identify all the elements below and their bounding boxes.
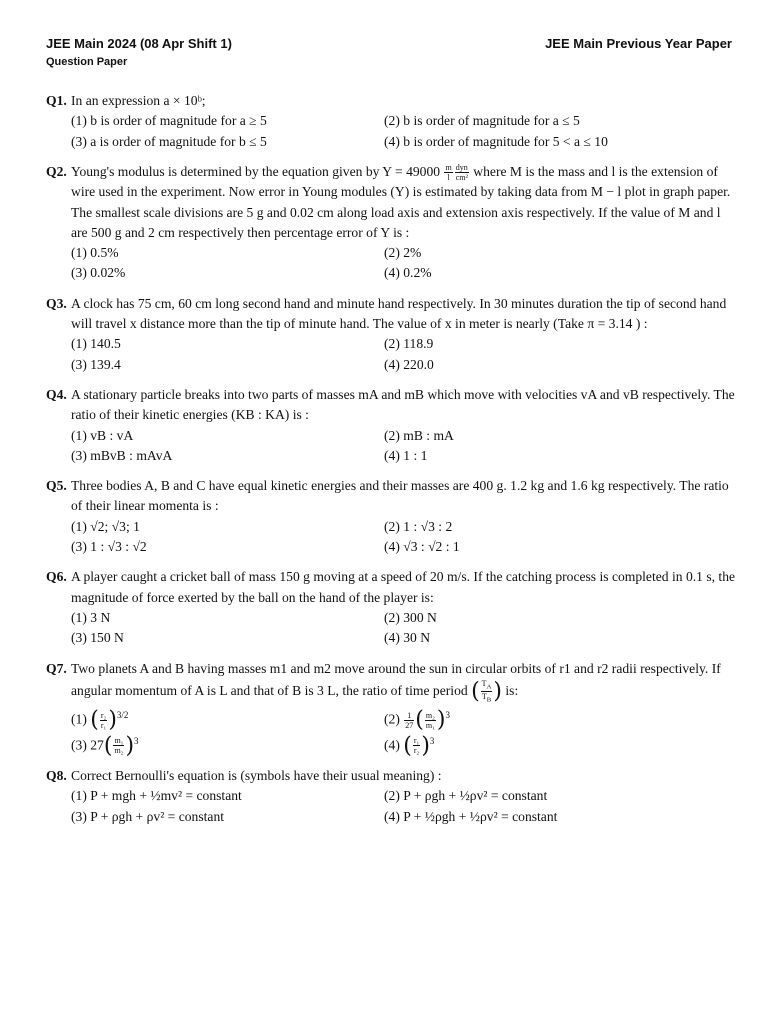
option: (2) 1 : √3 : 2 bbox=[384, 518, 453, 534]
option: (4) 30 N bbox=[384, 630, 431, 646]
option: (4) ( $\frac{\text{r₁}}{\text{r₂}}$ )$^3$ bbox=[384, 732, 435, 758]
question-4 bbox=[46, 385, 736, 466]
question-text: A clock has 75 cm, 60 cm long second hand and minute hand respectively. In 30 minutes duration the tip of second hand will travel x distance more than the tip of minute hand. The value of x in meter is nearly (Take π = 3.14 ) : bbox=[71, 295, 727, 332]
fraction-ta-over-tb: $\frac{T_A}{T_B}$ bbox=[481, 678, 492, 704]
question-number: Q5. bbox=[46, 478, 67, 494]
option: (3) a is order of magnitude for b ≤ 5 bbox=[71, 133, 267, 149]
option: (1) b is order of magnitude for a ≥ 5 bbox=[71, 113, 267, 129]
question-text-start: Two planets A and B having masses m1 and m2 move around the sun in circular orbits of r1 and r2 radii respectively. If angular momentum of A is L and that of B is 3 L, the ratio of time period bbox=[71, 660, 721, 699]
option: (3) 1 : √3 : √2 bbox=[71, 539, 147, 555]
question-number: Q4. bbox=[46, 386, 67, 402]
option: (2) b is order of magnitude for a ≤ 5 bbox=[384, 113, 580, 129]
question-text: A player caught a cricket ball of mass 150 g moving at a speed of 20 m/s. If the catching process is completed in 0.1 s, the magnitude of force exerted by the ball on the hand of the player is: bbox=[71, 569, 736, 605]
question-number: Q2. bbox=[46, 163, 67, 179]
option: (2) mB : mA bbox=[384, 427, 454, 443]
option: (2) 2% bbox=[384, 245, 422, 261]
question-number: Q6. bbox=[46, 569, 67, 585]
question-text-end: where M is the mass and l is the extension of wire used in the experiment. Now error in Young modules (Y) is estimated by taking data from M − l plot in graph paper. The smallest scale divisions are 5 g and 0.02 cm along load axis and extension axis respectively. If the value of M and l are 500 g and 2 cm respectively then percentage error of Y is : bbox=[71, 163, 731, 240]
option: (3) 0.02% bbox=[71, 265, 126, 281]
question-text: Three bodies A, B and C have equal kinetic energies and their masses are 400 g. 1.2 kg and 1.6 kg respectively. The ratio of their linear momenta is : bbox=[71, 478, 729, 514]
question-text: In an expression a × 10ᵇ; bbox=[71, 93, 206, 108]
fraction-dyn-over-cm2: $\frac{\text{dyn}}{\text{cm²}}$ bbox=[455, 163, 468, 183]
question-5 bbox=[46, 476, 736, 557]
option: (3) 150 N bbox=[71, 630, 124, 646]
header-left-title: JEE Main 2024 (08 Apr Shift 1) bbox=[46, 36, 232, 51]
question-number: Q8. bbox=[46, 768, 67, 784]
question-list bbox=[46, 91, 736, 837]
option: (4) P + ½ρgh + ½ρv² = constant bbox=[384, 808, 558, 824]
option: (3) P + ρgh + ρv² = constant bbox=[71, 808, 225, 824]
option: (2) 300 N bbox=[384, 609, 437, 625]
header-right-title: JEE Main Previous Year Paper bbox=[545, 36, 732, 51]
question-1 bbox=[46, 91, 736, 152]
option: (1) P + mgh + ½mv² = constant bbox=[71, 788, 242, 804]
option: (3) 139.4 bbox=[71, 356, 121, 372]
option: (4) 220.0 bbox=[384, 356, 434, 372]
fraction-m-over-l: $\frac{m}{l}$ bbox=[445, 163, 452, 183]
option: (1) vB : vA bbox=[71, 427, 134, 443]
question-text-end: is: bbox=[505, 683, 519, 699]
question-3 bbox=[46, 294, 736, 375]
option: (2) P + ρgh + ½ρv² = constant bbox=[384, 788, 548, 804]
option: (2) $\frac{1}{27}$ ( $\frac{\text{m₂}}{\text{m₁}}$ )$^3$ bbox=[384, 707, 450, 733]
question-text-start: Young's modulus is determined by the equation given by Y = 49000 bbox=[71, 163, 441, 179]
header-subtitle: Question Paper bbox=[46, 56, 128, 68]
question-7: Q7. Two planets A and B having masses m1 and m2 move around the sun in circular orbits of r1 and r2 radii respectively. If angular momentum of A is L and that of B is 3 L, the ratio of time period ( $\frac{T_A}{T_B}$ ) is: (1) ( $\frac{\text{r₂}}{\text{r₁}}$ )$^{3/2}$ (2) $\frac{1}{27}$ ( $\frac{\text{m₂}}{\text{m₁}}$ )$^3$ (3) 27( $\frac{\text{m₁}}{\text{m₂}}$ )$^3$ (4) ( $\frac{\text{r₁}}{\text{r₂}}$ )$^3$ bbox=[46, 660, 721, 758]
option: (4) 1 : 1 bbox=[384, 447, 428, 463]
option: (1) √2; √3; 1 bbox=[71, 518, 140, 534]
option: (3) 27( $\frac{\text{m₁}}{\text{m₂}}$ )$^3$ bbox=[71, 732, 139, 758]
option: (3) mBvB : mAvA bbox=[71, 447, 173, 463]
option: (4) 0.2% bbox=[384, 265, 432, 281]
option: (4) √3 : √2 : 1 bbox=[384, 539, 460, 555]
question-text: Correct Bernoulli's equation is (symbols have their usual meaning) : bbox=[71, 768, 442, 784]
question-number: Q7. bbox=[46, 660, 67, 676]
question-number: Q3. bbox=[46, 295, 67, 311]
option: (4) b is order of magnitude for 5 < a ≤ 10 bbox=[384, 133, 608, 149]
option: (1) 0.5% bbox=[71, 245, 119, 261]
option: (1) 3 N bbox=[71, 609, 111, 625]
option: (2) 118.9 bbox=[384, 336, 434, 352]
question-6 bbox=[46, 567, 736, 648]
question-text: A stationary particle breaks into two parts of masses mA and mB which move with velocities vA and vB respectively. The ratio of their kinetic energies (KB : KA) is : bbox=[71, 386, 735, 423]
option: (1) ( $\frac{\text{r₂}}{\text{r₁}}$ )$^{3/2}$ bbox=[71, 707, 129, 733]
option: (1) 140.5 bbox=[71, 336, 121, 352]
question-8 bbox=[46, 766, 736, 827]
question-2 bbox=[46, 162, 736, 284]
question-number: Q1. bbox=[46, 93, 67, 108]
